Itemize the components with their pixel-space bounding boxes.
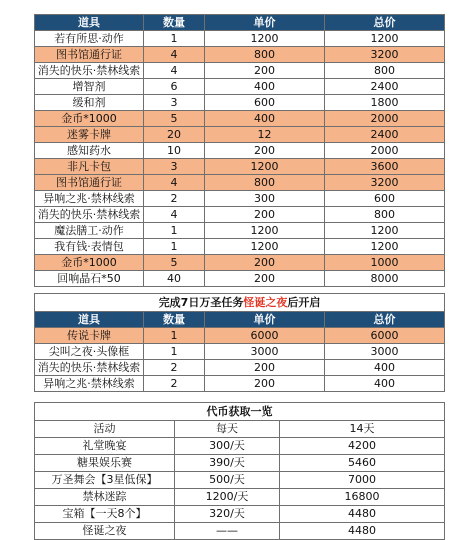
table-header-row xyxy=(35,312,445,328)
total-price-cell: 8000 xyxy=(325,271,445,287)
table-row xyxy=(35,111,445,127)
table-row xyxy=(35,79,445,95)
table-row xyxy=(35,271,445,287)
unit-price-cell: 3000 xyxy=(205,344,325,360)
table-row xyxy=(35,376,445,392)
item-name-cell: 增智剂 xyxy=(35,79,144,95)
table-row xyxy=(35,47,445,63)
shop-table-unlock xyxy=(34,293,445,392)
item-name-cell: 消失的快乐·禁林线索 xyxy=(35,63,144,79)
quantity-cell: 2 xyxy=(144,191,205,207)
quantity-cell: 40 xyxy=(144,271,205,287)
activity-cell: 糖果娱乐赛 xyxy=(35,455,175,472)
table-header-row xyxy=(35,15,445,31)
item-name-cell: 尖叫之夜·头像框 xyxy=(35,344,144,360)
days14-cell: 5460 xyxy=(280,455,445,472)
table-row xyxy=(35,255,445,271)
days14-cell: 4480 xyxy=(280,506,445,523)
table-row xyxy=(35,455,445,472)
item-name-cell: 魔法膳工·动作 xyxy=(35,223,144,239)
total-price-cell: 6000 xyxy=(325,328,445,344)
col-header-total-price: 总价 xyxy=(325,15,445,31)
unit-price-cell: 400 xyxy=(205,79,325,95)
unit-price-cell: 1200 xyxy=(205,31,325,47)
table-header-row xyxy=(35,421,445,438)
table-row xyxy=(35,95,445,111)
activity-cell: 怪诞之夜 xyxy=(35,523,175,540)
unit-price-cell: 200 xyxy=(205,376,325,392)
quantity-cell: 3 xyxy=(144,95,205,111)
table-row xyxy=(35,489,445,506)
total-price-cell: 1200 xyxy=(325,239,445,255)
days14-cell: 7000 xyxy=(280,472,445,489)
table-row xyxy=(35,438,445,455)
daily-cell: 300/天 xyxy=(175,438,280,455)
table-row xyxy=(35,143,445,159)
daily-cell: —— xyxy=(175,523,280,540)
quantity-cell: 1 xyxy=(144,31,205,47)
total-price-cell: 3200 xyxy=(325,175,445,191)
activity-cell: 禁林迷踪 xyxy=(35,489,175,506)
table-row xyxy=(35,207,445,223)
table-row xyxy=(35,175,445,191)
quantity-cell: 5 xyxy=(144,255,205,271)
total-price-cell: 400 xyxy=(325,376,445,392)
quantity-cell: 5 xyxy=(144,111,205,127)
total-price-cell: 3600 xyxy=(325,159,445,175)
item-name-cell: 感知药水 xyxy=(35,143,144,159)
total-price-cell: 600 xyxy=(325,191,445,207)
unit-price-cell: 300 xyxy=(205,191,325,207)
item-name-cell: 图书馆通行证 xyxy=(35,175,144,191)
item-name-cell: 异响之兆·禁林线索 xyxy=(35,191,144,207)
table-row xyxy=(35,31,445,47)
table-row xyxy=(35,223,445,239)
unit-price-cell: 200 xyxy=(205,271,325,287)
total-price-cell: 1000 xyxy=(325,255,445,271)
shop-table-main xyxy=(34,14,445,287)
table-row xyxy=(35,360,445,376)
quantity-cell: 4 xyxy=(144,207,205,223)
col-header-item: 道具 xyxy=(35,15,144,31)
unit-price-cell: 600 xyxy=(205,95,325,111)
unlock-title-accent: 怪诞之夜 xyxy=(243,296,288,309)
col-header-qty: 数量 xyxy=(144,312,205,328)
total-price-cell: 2000 xyxy=(325,111,445,127)
table-row xyxy=(35,506,445,523)
col-header-14days: 14天 xyxy=(280,421,445,438)
unit-price-cell: 200 xyxy=(205,143,325,159)
total-price-cell: 800 xyxy=(325,207,445,223)
activity-cell: 万圣舞会【3星低保】 xyxy=(35,472,175,489)
col-header-unit-price: 单价 xyxy=(205,312,325,328)
total-price-cell: 1800 xyxy=(325,95,445,111)
unit-price-cell: 6000 xyxy=(205,328,325,344)
item-name-cell: 迷雾卡牌 xyxy=(35,127,144,143)
table-row xyxy=(35,523,445,540)
quantity-cell: 4 xyxy=(144,63,205,79)
table-title-row xyxy=(35,294,445,312)
total-price-cell: 2400 xyxy=(325,79,445,95)
total-price-cell: 800 xyxy=(325,63,445,79)
table-title-row xyxy=(35,403,445,421)
daily-cell: 390/天 xyxy=(175,455,280,472)
total-price-cell: 400 xyxy=(325,360,445,376)
total-price-cell: 1200 xyxy=(325,31,445,47)
col-header-unit-price: 单价 xyxy=(205,15,325,31)
unit-price-cell: 200 xyxy=(205,360,325,376)
total-price-cell: 1200 xyxy=(325,223,445,239)
item-name-cell: 消失的快乐·禁林线索 xyxy=(35,360,144,376)
quantity-cell: 1 xyxy=(144,344,205,360)
quantity-cell: 10 xyxy=(144,143,205,159)
item-name-cell: 回响晶石*50 xyxy=(35,271,144,287)
item-name-cell: 传说卡牌 xyxy=(35,328,144,344)
quantity-cell: 3 xyxy=(144,159,205,175)
quantity-cell: 2 xyxy=(144,360,205,376)
token-sources-table xyxy=(34,402,445,540)
item-name-cell: 非凡卡包 xyxy=(35,159,144,175)
daily-cell: 500/天 xyxy=(175,472,280,489)
unit-price-cell: 200 xyxy=(205,255,325,271)
unit-price-cell: 400 xyxy=(205,111,325,127)
item-name-cell: 缓和剂 xyxy=(35,95,144,111)
quantity-cell: 20 xyxy=(144,127,205,143)
total-price-cell: 3000 xyxy=(325,344,445,360)
unit-price-cell: 1200 xyxy=(205,239,325,255)
unlock-title: 完成7日万圣任务怪诞之夜后开启 xyxy=(35,294,445,312)
item-name-cell: 消失的快乐·禁林线索 xyxy=(35,207,144,223)
table-row xyxy=(35,127,445,143)
quantity-cell: 1 xyxy=(144,239,205,255)
quantity-cell: 4 xyxy=(144,175,205,191)
days14-cell: 16800 xyxy=(280,489,445,506)
table-row xyxy=(35,344,445,360)
col-header-daily: 每天 xyxy=(175,421,280,438)
unit-price-cell: 12 xyxy=(205,127,325,143)
col-header-activity: 活动 xyxy=(35,421,175,438)
item-name-cell: 异响之兆·禁林线索 xyxy=(35,376,144,392)
token-table-title: 代币获取一览 xyxy=(35,403,445,421)
col-header-item: 道具 xyxy=(35,312,144,328)
unit-price-cell: 200 xyxy=(205,207,325,223)
total-price-cell: 2400 xyxy=(325,127,445,143)
table-row xyxy=(35,159,445,175)
unit-price-cell: 800 xyxy=(205,47,325,63)
total-price-cell: 3200 xyxy=(325,47,445,63)
item-name-cell: 金币*1000 xyxy=(35,111,144,127)
days14-cell: 4480 xyxy=(280,523,445,540)
unit-price-cell: 1200 xyxy=(205,159,325,175)
daily-cell: 1200/天 xyxy=(175,489,280,506)
quantity-cell: 1 xyxy=(144,223,205,239)
table-row xyxy=(35,472,445,489)
quantity-cell: 6 xyxy=(144,79,205,95)
activity-cell: 宝箱【一天8个】 xyxy=(35,506,175,523)
table-row xyxy=(35,239,445,255)
table-row xyxy=(35,328,445,344)
quantity-cell: 1 xyxy=(144,328,205,344)
daily-cell: 320/天 xyxy=(175,506,280,523)
item-name-cell: 图书馆通行证 xyxy=(35,47,144,63)
unit-price-cell: 1200 xyxy=(205,223,325,239)
days14-cell: 4200 xyxy=(280,438,445,455)
col-header-qty: 数量 xyxy=(144,15,205,31)
quantity-cell: 4 xyxy=(144,47,205,63)
table-row xyxy=(35,63,445,79)
activity-cell: 礼堂晚宴 xyxy=(35,438,175,455)
item-name-cell: 我有钱·表情包 xyxy=(35,239,144,255)
col-header-total-price: 总价 xyxy=(325,312,445,328)
unit-price-cell: 800 xyxy=(205,175,325,191)
item-name-cell: 若有所思·动作 xyxy=(35,31,144,47)
quantity-cell: 2 xyxy=(144,376,205,392)
total-price-cell: 2000 xyxy=(325,143,445,159)
table-row xyxy=(35,191,445,207)
item-name-cell: 金币*1000 xyxy=(35,255,144,271)
unit-price-cell: 200 xyxy=(205,63,325,79)
